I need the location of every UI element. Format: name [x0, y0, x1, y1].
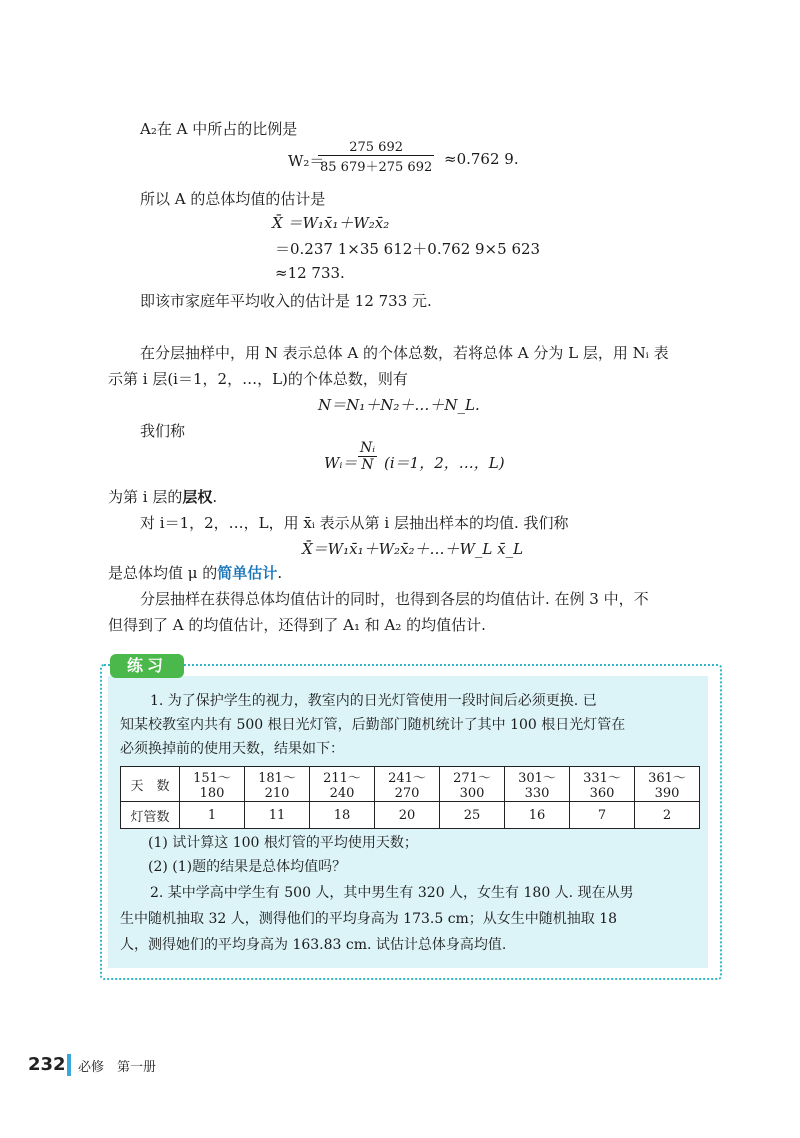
- wi-denominator: N: [358, 456, 377, 473]
- table-row: [121, 802, 700, 829]
- w2-denominator: 85 679＋275 692: [318, 155, 434, 175]
- simple-estimate-post: .: [277, 564, 283, 582]
- layer-weight-post: .: [212, 488, 218, 506]
- equation-n-sum: N＝N₁＋N₂＋…＋N_L.: [318, 396, 480, 414]
- usage-days-table: [120, 766, 700, 829]
- w2-rhs: ≈0.762 9.: [444, 150, 519, 168]
- table-cell: 18: [310, 802, 375, 829]
- exercise-sub2: (2) (1)题的结果是总体均值吗？: [148, 859, 347, 875]
- page-number-bar: [67, 1054, 71, 1076]
- page-number: 232: [28, 1054, 66, 1075]
- table-cell: 301～330: [505, 767, 570, 802]
- table-cell: 211～240: [310, 767, 375, 802]
- table-cell: 331～360: [570, 767, 635, 802]
- estimate-line-1: X̄ ＝W₁x̄₁＋W₂x̄₂: [272, 214, 390, 232]
- table-cell: 20: [375, 802, 440, 829]
- total-estimate-intro: 所以 A 的总体均值的估计是: [140, 190, 326, 208]
- layer-weight-pre: 为第 i 层的: [108, 488, 183, 506]
- table-cell: 271～300: [440, 767, 505, 802]
- table-cell: 2: [635, 802, 700, 829]
- w2-lhs: W₂＝: [288, 152, 325, 170]
- estimate-line-3: ≈12 733.: [275, 264, 345, 282]
- estimate-line-2: ＝0.237 1×35 612＋0.762 9×5 623: [275, 240, 541, 258]
- layer-weight-line: [108, 486, 217, 507]
- exercise-q1-line3: 必须换掉前的使用天数，结果如下：: [120, 741, 344, 757]
- exercise-q2-line3: 人，测得她们的平均身高为 163.83 cm. 试估计总体身高均值.: [120, 937, 507, 953]
- wi-numerator: Nᵢ: [360, 440, 376, 456]
- estimate-conclusion: 即该市家庭年平均收入的估计是 12 733 元.: [140, 292, 432, 310]
- w2-fraction: [318, 140, 434, 175]
- layer-weight-term: 层权: [182, 488, 213, 506]
- exercise-q2-line2: 生中随机抽取 32 人，测得他们的平均身高为 173.5 cm；从女生中随机抽取 18: [120, 911, 618, 927]
- exercise-sub1: (1) 试计算这 100 根灯管的平均使用天数；: [148, 835, 418, 851]
- equation-simple-estimate: X̄＝W₁x̄₁＋W₂x̄₂＋…＋W_L x̄_L: [302, 540, 524, 558]
- table-cell: 241～270: [375, 767, 440, 802]
- wi-lhs: Wᵢ＝: [324, 454, 358, 472]
- para-proportion: A₂在 A 中所占的比例是: [140, 120, 298, 138]
- wi-fraction: [358, 440, 377, 473]
- exercise-tab: 练习: [110, 654, 184, 678]
- simple-estimate-pre: 是总体均值 μ 的: [108, 564, 218, 582]
- table-header-days: 天 数: [121, 767, 180, 802]
- simple-estimate-line: [108, 562, 282, 583]
- para-sample-mean: 对 i＝1，2，…，L，用 x̄ᵢ 表示从第 i 层抽出样本的均值. 我们称: [140, 514, 569, 532]
- wi-rhs: (i＝1，2，…，L): [384, 454, 505, 472]
- w2-numerator: 275 692: [349, 140, 403, 155]
- exercise-q2-line1: 2. 某中学高中学生有 500 人，其中男生有 320 人，女生有 180 人. 现在从男: [150, 885, 634, 901]
- table-cell: 16: [505, 802, 570, 829]
- table-cell: 151～180: [180, 767, 245, 802]
- table-cell: 181～210: [245, 767, 310, 802]
- table-cell: 1: [180, 802, 245, 829]
- table-header-count: 灯管数: [121, 802, 180, 829]
- we-call-text: 我们称: [140, 422, 186, 440]
- table-cell: 7: [570, 802, 635, 829]
- table-cell: 25: [440, 802, 505, 829]
- para-layer-means-2: 但得到了 A 的均值估计，还得到了 A₁ 和 A₂ 的均值估计.: [108, 616, 486, 634]
- para-stratified-1: 在分层抽样中，用 N 表示总体 A 的个体总数，若将总体 A 分为 L 层，用 Nᵢ 表: [140, 344, 669, 362]
- exercise-q1-line1: 1. 为了保护学生的视力，教室内的日光灯管使用一段时间后必须更换. 已: [150, 693, 597, 709]
- book-title: 必修 第一册: [78, 1060, 157, 1075]
- para-stratified-2: 示第 i 层(i＝1，2，…，L)的个体总数，则有: [108, 370, 408, 388]
- table-row: [121, 767, 700, 802]
- exercise-q1-line2: 知某校教室内共有 500 根日光灯管，后勤部门随机统计了其中 100 根日光灯管在: [120, 717, 626, 733]
- simple-estimate-term: 简单估计: [217, 564, 278, 582]
- table-cell: 11: [245, 802, 310, 829]
- table-cell: 361～390: [635, 767, 700, 802]
- para-layer-means-1: 分层抽样在获得总体均值估计的同时，也得到各层的均值估计. 在例 3 中，不: [140, 590, 649, 608]
